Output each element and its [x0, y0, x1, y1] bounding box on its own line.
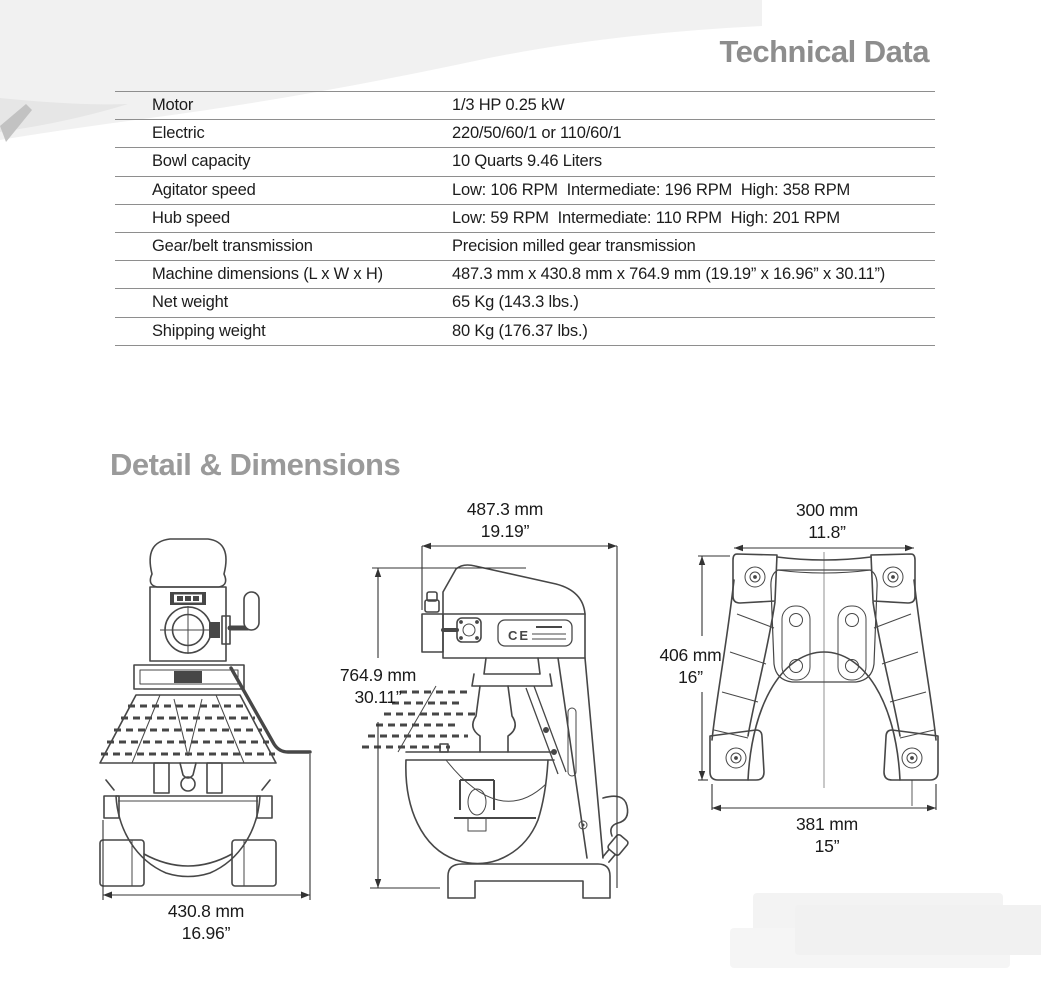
dim-side-height-label	[328, 664, 428, 709]
spec-label: Electric	[152, 124, 205, 143]
dim-front-width-label	[126, 900, 286, 945]
table-row	[115, 232, 935, 260]
dim-base-inner-width-label	[747, 499, 907, 544]
table-row	[115, 260, 935, 288]
table-row	[115, 317, 935, 346]
spec-value: 80 Kg (176.37 lbs.)	[452, 321, 588, 340]
dim-base-inner-width-in: 11.8”	[808, 522, 846, 543]
dim-front-width-in: 16.96”	[181, 923, 231, 944]
spec-label: Gear/belt transmission	[152, 237, 313, 256]
spec-label: Motor	[152, 96, 194, 115]
dim-base-outer-width-in: 15”	[814, 836, 840, 857]
dim-base-depth-mm: 406 mm	[659, 645, 722, 665]
dim-side-width-label	[405, 498, 605, 543]
spec-label: Hub speed	[152, 208, 231, 227]
dim-base-depth-label	[638, 644, 743, 689]
spec-label: Shipping weight	[152, 321, 266, 340]
mixer-base-view-drawing	[690, 540, 950, 850]
table-row	[115, 288, 935, 316]
table-row	[115, 119, 935, 147]
dim-base-outer-width-mm: 381 mm	[795, 814, 858, 834]
mixer-front-view-drawing	[98, 528, 328, 906]
spec-value: Precision milled gear transmission	[452, 237, 696, 256]
dim-front-width-mm: 430.8 mm	[167, 901, 245, 921]
spec-value: 487.3 mm x 430.8 mm x 764.9 mm (19.19” x 16.96” x 30.11”)	[452, 265, 886, 284]
dim-base-outer-width-label	[742, 813, 912, 858]
spec-value: 1/3 HP 0.25 kW	[452, 96, 565, 115]
spec-value: Low: 106 RPM Intermediate: 196 RPM High: 358 RPM	[452, 180, 851, 199]
dim-base-inner-width-mm: 300 mm	[795, 500, 858, 520]
table-row	[115, 91, 935, 119]
spec-value: 65 Kg (143.3 lbs.)	[452, 293, 579, 312]
dim-side-height-mm: 764.9 mm	[339, 665, 417, 685]
spec-table	[115, 91, 935, 346]
spec-value: Low: 59 RPM Intermediate: 110 RPM High: 201 RPM	[452, 208, 840, 227]
dim-side-width-mm: 487.3 mm	[466, 499, 544, 519]
table-row	[115, 147, 935, 175]
spec-label: Agitator speed	[152, 180, 256, 199]
spec-label: Machine dimensions (L x W x H)	[152, 265, 383, 284]
dim-base-depth-in: 16”	[678, 667, 703, 688]
spec-label: Net weight	[152, 293, 228, 312]
section-title: Detail & Dimensions	[110, 447, 401, 482]
page-title: Technical Data	[719, 34, 929, 69]
table-row	[115, 204, 935, 232]
mixer-side-view-drawing	[340, 540, 650, 920]
table-row	[115, 176, 935, 204]
dim-side-width-in: 19.19”	[480, 521, 530, 542]
spec-value: 220/50/60/1 or 110/60/1	[452, 124, 622, 143]
spec-label: Bowl capacity	[152, 152, 251, 171]
dim-side-height-in: 30.11”	[354, 687, 402, 708]
spec-value: 10 Quarts 9.46 Liters	[452, 152, 602, 171]
ce-mark: CE	[508, 628, 531, 643]
